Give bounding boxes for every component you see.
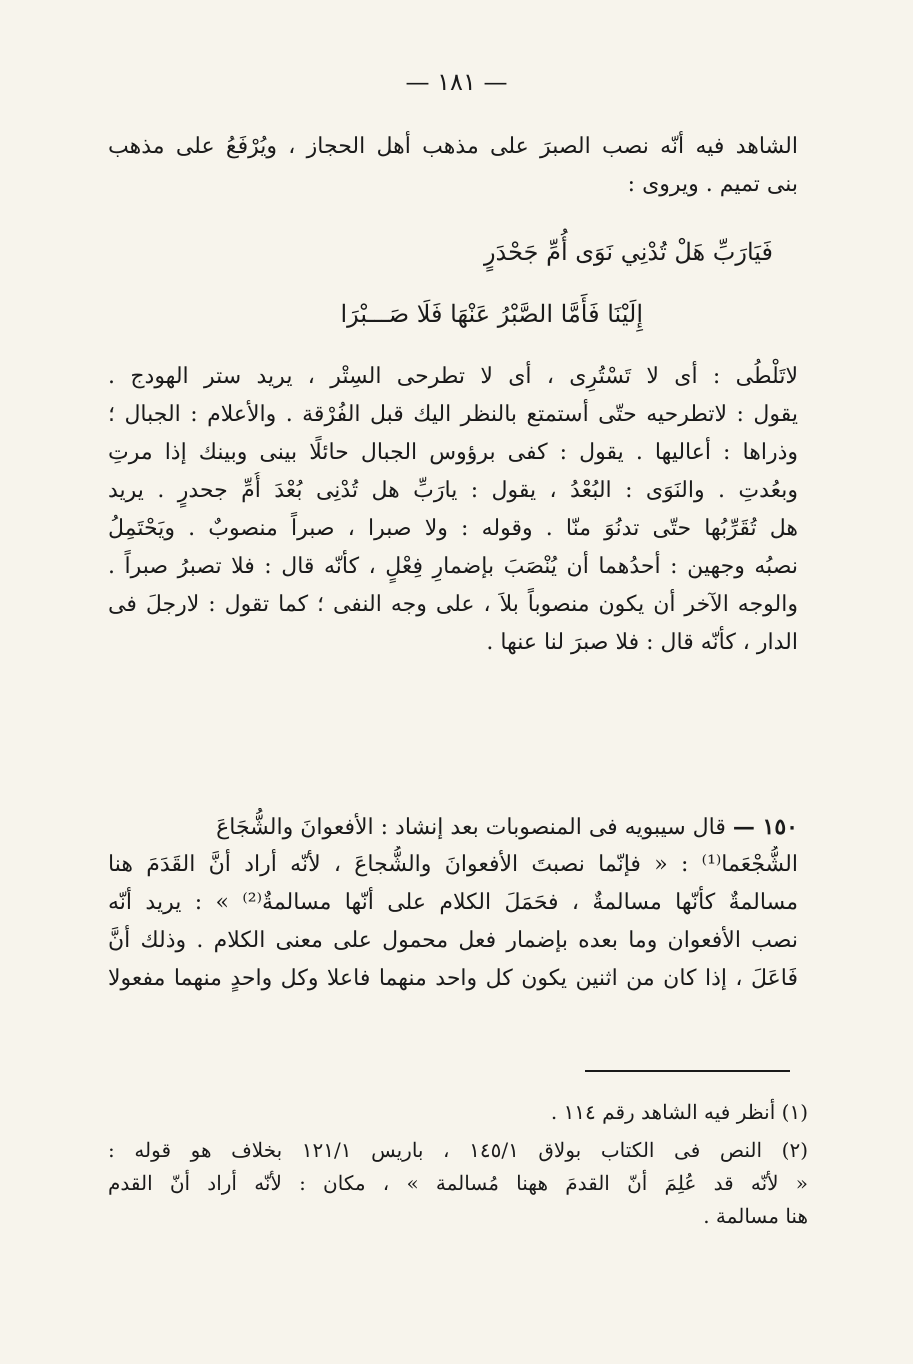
- paragraph-commentary: [108, 358, 798, 662]
- text-line: وبعُدتِ . والنَوَى : البُعْدُ ، يقول : يارَبِّ هل تُدْنِى بُعْدَ أُمِّ جحدرٍ . يريد: [108, 478, 798, 503]
- text-line: هل تُقَرِّبُها حتّى تدنُوَ منّا . وقوله : ولا صبرا ، صبراً منصوبٌ . ويَحْتَمِلُ: [108, 516, 798, 541]
- page-number: — ١٨١ —: [405, 68, 508, 96]
- text-line: نصبُه وجهين : أحدُهما أن يُنْصَبَ بإضمارِ فِعْلٍ ، كأنّه قال : فلا تصبرُ صبراً .: [108, 554, 798, 579]
- text-line: والوجه الآخر أن يكون منصوباً بلاَ ، على وجه النفى ؛ كما تقول : لارجلَ فى: [108, 592, 798, 617]
- footnote-line: هنا مسالمة .: [703, 1204, 808, 1228]
- text-line: فَاعَلَ ، إذا كان من اثنين يكون كل واحد منهما فاعلا وكل واحدٍ منهما مفعولا: [108, 966, 798, 991]
- text-line: يقول : لاتطرحيه حتّى أستمتع بالنظر اليك قبل الفُرْقة . والأعلام : الجبال ؛: [108, 402, 798, 427]
- section-number: ١٥٠ —: [732, 814, 798, 840]
- section-first-line: قال سيبويه فى المنصوبات بعد إنشاد : الأفعوانَ والشُّجَاعَ: [216, 815, 726, 840]
- text-line: بنى تميم . ويروى :: [627, 172, 798, 197]
- text-line: [108, 808, 798, 846]
- verse-line-1: فَيَارَبِّ هَلْ تُدْنِي نَوَى أُمِّ جَحْدَرٍ: [483, 238, 773, 266]
- footnote-line: « لأنّه قد عُلِمَ أنّ القدمَ ههنا مُسالمة » ، مكان : لأنّه أراد أنّ القدم: [108, 1171, 808, 1195]
- text-line: مسالمةٌ كأنّها مسالمةٌ ، فحَمَلَ الكلام على أنّها مسالمةٌ⁽²⁾ » : يريد أنّه: [108, 890, 798, 915]
- footnote-1: (١) أنظر فيه الشاهد رقم ١١٤ .: [550, 1100, 808, 1124]
- text-line: لاتَلْطُى : أى لا تَسْتُرِى ، أى لا تطرحى السِتْر ، يريد ستر الهودج .: [108, 364, 798, 389]
- footnote-line: (٢) النص فى الكتاب بولاق ١٤٥/١ ، باريس ١٢١/١ بخلاف هو قوله :: [108, 1138, 808, 1162]
- paragraph-witness-note: [108, 128, 798, 204]
- verse-line-2: إِلَيْنَا فَأَمَّا الصَّبْرُ عَنْهَا فَلَا صَـــبْرَا: [340, 300, 643, 328]
- text-line: وذراها : أعاليها . يقول : كفى برؤوس الجبال حائلًا بينى وبينك إذا مرتِ: [108, 440, 798, 465]
- text-line: نصب الأفعوان وما بعده بإضمار فعل محمول على معنى الكلام . وذلك أنَّ: [108, 928, 798, 953]
- paragraph-150: [108, 808, 798, 998]
- text-line: الشاهد فيه أنّه نصب الصبرَ على مذهب أهل الحجاز ، ويُرْفَعُ على مذهب: [108, 134, 798, 159]
- footnote-2: [108, 1134, 808, 1233]
- footnote-divider: [585, 1070, 790, 1072]
- text-line: الشُّجْعَما⁽¹⁾ : « فإنّما نصبتَ الأفعوانَ والشُّجاعَ ، لأنّه أراد أنَّ القَدَمَ هنا: [108, 852, 798, 877]
- text-line: الدار ، كأنّه قال : فلا صبرَ لنا عنها .: [486, 630, 798, 655]
